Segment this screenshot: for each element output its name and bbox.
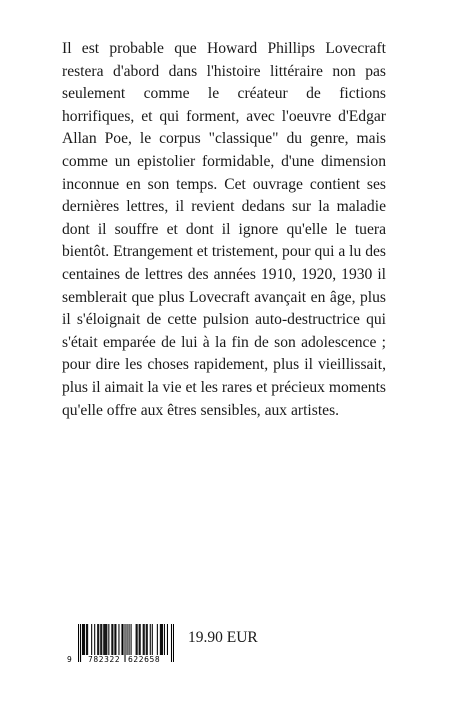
barcode-bar (86, 624, 87, 655)
barcode-bar (162, 624, 163, 655)
barcode-bar (161, 624, 162, 655)
barcode-bar (84, 624, 85, 655)
barcode-bar (108, 624, 109, 655)
barcode-bar (106, 624, 107, 655)
barcode-bar (143, 624, 144, 655)
barcode-bar (167, 624, 168, 655)
barcode-bar (83, 624, 84, 655)
barcode-bar (160, 624, 161, 655)
barcode-bar (87, 624, 88, 655)
price-label: 19.90 EUR (188, 629, 258, 646)
barcode-right-digits: 622658 (128, 655, 161, 664)
barcode-bar (118, 624, 119, 655)
barcode-bar (101, 624, 102, 655)
barcode-bar (98, 624, 99, 655)
barcode-bar (146, 624, 147, 655)
barcode-bar (147, 624, 148, 655)
barcode-bar (121, 624, 122, 655)
barcode-bar (164, 624, 165, 655)
barcode-bar (97, 624, 98, 655)
barcode-bar (111, 624, 112, 655)
barcode-bar (103, 624, 104, 655)
barcode-bar (112, 624, 113, 655)
barcode-first-digit: 9 (67, 655, 72, 664)
barcode-bar (129, 624, 130, 655)
barcode-bar (94, 624, 95, 655)
barcode-bar (152, 624, 153, 655)
barcode-bar (100, 624, 101, 655)
barcode-bar (114, 624, 115, 655)
back-cover-blurb: Il est probable que Howard Phillips Lovecraft restera d'abord dans l'histoire littéraire non pas seulement comme le créateur de fictions horrifiques, et qui forment, avec l'oeuvre d'Edgar Allan Poe, le corpus "classique" du genre, mais comme un epistolier formidable, d'une dimension inconnue en son temps. Cet ouvrage contient ses dernières lettres, il revient dedans sur la maladie dont il souffre et dont il ignore qu'elle le tuera bientôt. Etrangement et tristement, pour qui a lu des centaines de lettres des années 1910, 1920, 1930 il semblerait que plus Lovecraft avançait en âge, plus il s'éloignait de cette pulsion auto-destructrice qui s'était emparée de lui à la fin de son adolescence ; pour dire les choses rapidement, plus il vieillissait, plus il aimait la vie et les rares et précieux moments qu'elle offre aux êtres sensibles, aux artistes. (62, 40, 386, 419)
barcode-bar (115, 624, 116, 655)
barcode-bar (105, 624, 106, 655)
isbn-barcode (64, 624, 174, 664)
barcode-bar (136, 624, 137, 655)
barcode-bar (82, 624, 83, 655)
barcode-bar (140, 624, 141, 655)
barcode-bar (137, 624, 138, 655)
barcode-digits (64, 655, 174, 665)
barcode-bar (157, 624, 158, 655)
barcode-bar (139, 624, 140, 655)
barcode-left-digits: 782322 (88, 655, 121, 664)
barcode-bar (144, 624, 145, 655)
barcode-bar (104, 624, 105, 655)
barcode-bar (131, 624, 132, 655)
barcode-bar (91, 624, 92, 655)
barcode-bar (150, 624, 151, 655)
barcode-bar (122, 624, 123, 655)
